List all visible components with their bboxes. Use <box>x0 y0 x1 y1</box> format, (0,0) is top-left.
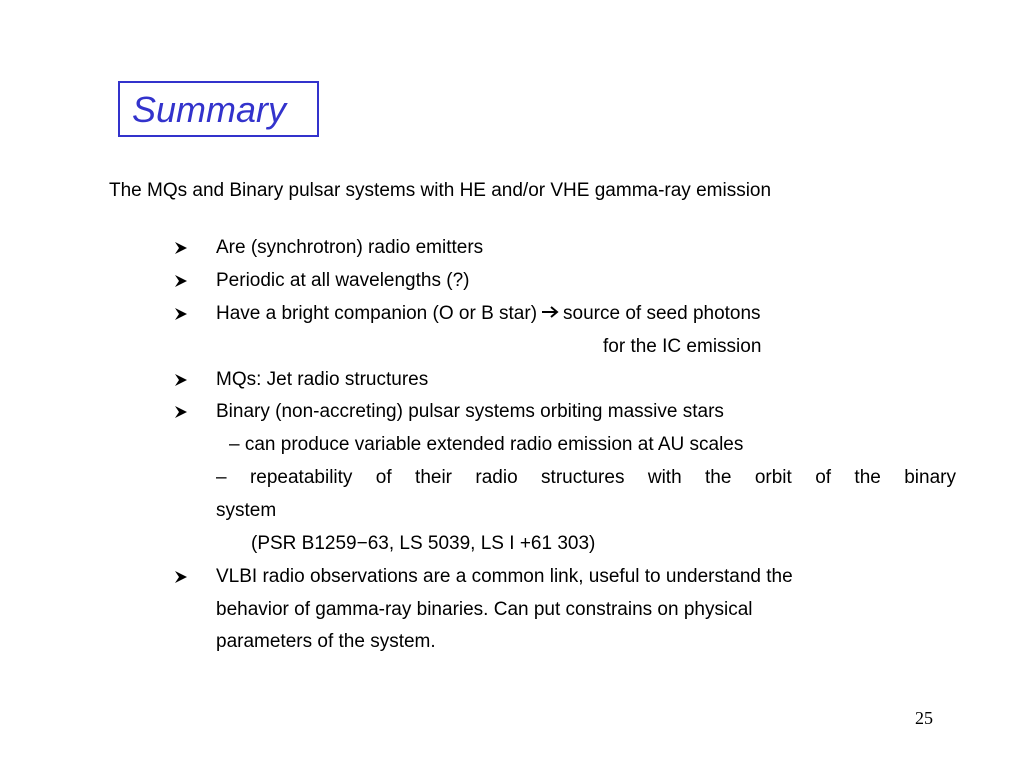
page-number: 25 <box>915 708 933 728</box>
arrowhead-bullet-icon <box>174 399 194 425</box>
arrowhead-bullet-icon <box>174 367 194 393</box>
bullet-3-continuation: for the IC emission <box>603 336 762 357</box>
bullet-5-text: Binary (non-accreting) pulsar systems orbiting massive stars <box>216 401 724 422</box>
bullet-5-sub-2-line-1: – repeatability of their radio structures with the orbit of the binary <box>216 467 956 488</box>
bullet-2-text: Periodic at all wavelengths (?) <box>216 270 470 291</box>
arrowhead-bullet-icon <box>174 564 194 590</box>
bullet-3-text: Have a bright companion (O or B star) <box>216 303 538 324</box>
slide-title: Summary <box>132 89 287 130</box>
arrowhead-bullet-icon <box>174 235 194 261</box>
bullet-1-text: Are (synchrotron) radio emitters <box>216 237 484 258</box>
bullet-6-line-3: parameters of the system. <box>216 631 436 652</box>
bullet-5-sub-1: – can produce variable extended radio emission at AU scales <box>229 434 744 455</box>
intro-text: The MQs and Binary pulsar systems with HE and/or VHE gamma-ray emission <box>109 180 772 201</box>
arrowhead-bullet-icon <box>174 268 194 294</box>
bullet-5-examples: (PSR B1259−63, LS 5039, LS I +61 303) <box>251 533 596 554</box>
title-box <box>118 81 319 137</box>
bullet-3-result-text: source of seed photons <box>563 303 761 324</box>
bullet-6-line-2: behavior of gamma-ray binaries. Can put constrains on physical <box>216 599 753 620</box>
bullet-3-line <box>216 301 761 327</box>
right-arrow-icon <box>541 306 559 318</box>
bullet-5-sub-2-line-2: system <box>216 500 277 521</box>
bullet-6-line-1: VLBI radio observations are a common link, useful to understand the <box>216 566 793 587</box>
bullet-4-text: MQs: Jet radio structures <box>216 369 429 390</box>
arrowhead-bullet-icon <box>174 301 194 327</box>
